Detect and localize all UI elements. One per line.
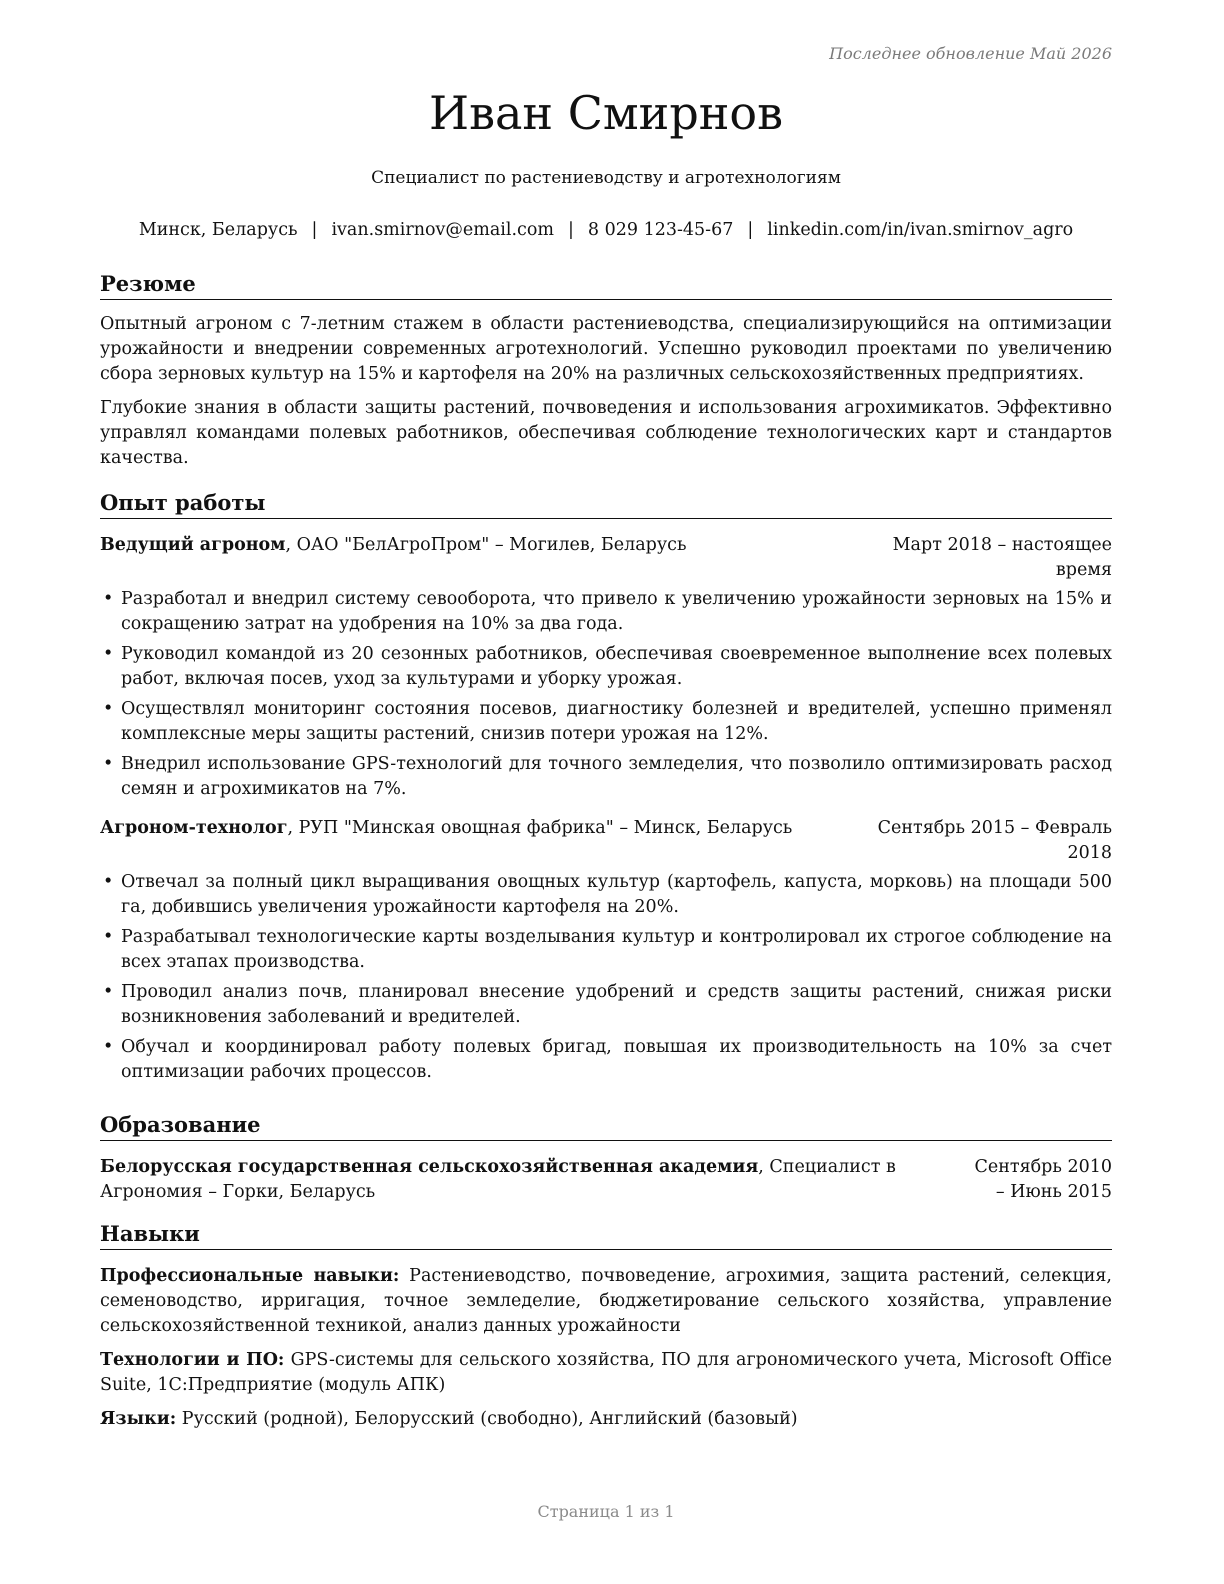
contact-line — [100, 220, 1112, 240]
list-item: • Внедрил использование GPS-технологий для точного земледелия, что позволило оптимизировать расход семян и агрохимикатов на 7%. — [100, 752, 1112, 802]
list-item: • Проводил анализ почв, планировал внесение удобрений и средств защиты растений, снижая риски возникновения заболеваний и вредителей. — [100, 980, 1112, 1030]
experience-section — [100, 489, 1112, 1090]
candidate-name: Иван Смирнов — [428, 86, 784, 140]
summary-paragraph: Опытный агроном с 7-летним стажем в области растениеводства, специализирующийся на оптимизации урожайности и внедрении современных агротехнологий. Успешно руководил проектами по увеличению сбора зерновых культур на 15% и картофеля на 20% на различных сельскохозяйственных предприятиях. — [100, 314, 1112, 384]
skill-item — [100, 1407, 1112, 1432]
summary-section — [100, 270, 1112, 480]
job-header — [100, 533, 1112, 583]
list-item: • Обучал и координировал работу полевых бригад, повышая их производительность на 10% за счет оптимизации рабочих процессов. — [100, 1035, 1112, 1085]
contact-email[interactable]: ivan.smirnov@email.com — [331, 220, 554, 240]
job-title-line — [100, 816, 872, 866]
section-heading: Опыт работы — [100, 489, 1112, 519]
job-entry — [100, 533, 1112, 802]
section-heading: Навыки — [100, 1220, 1112, 1250]
skill-item — [100, 1348, 1112, 1398]
education-entry — [100, 1155, 1112, 1205]
job-title-line — [100, 533, 872, 583]
section-heading: Образование — [100, 1111, 1112, 1141]
job-organization: , РУП "Минская овощная фабрика" – Минск, Беларусь — [287, 818, 793, 838]
contact-separator: | — [568, 220, 574, 240]
contact-separator: | — [311, 220, 318, 240]
skill-item — [100, 1264, 1112, 1339]
skill-text: GPS-системы для сельского хозяйства, ПО для агрономического учета, Microsoft Office Suite, 1С:Предприятие (модуль АПК) — [100, 1350, 1112, 1395]
skill-text: Растениеводство, почвоведение, агрохимия, защита растений, селекция, семеноводство, ирригация, точное земледелие, бюджетирование сельского хозяйства, управление сельскохозяйственной техникой, анализ данных урожайности — [100, 1266, 1112, 1336]
job-header — [100, 816, 1112, 866]
resume-page — [100, 0, 1112, 1584]
job-bullets — [100, 587, 1112, 802]
skill-text: Русский (родной), Белорусский (свободно), Английский (базовый) — [176, 1409, 798, 1429]
job-role: Ведущий агроном — [100, 535, 286, 555]
skill-label: Языки: — [100, 1409, 177, 1429]
education-section — [100, 1111, 1112, 1209]
job-role: Агроном-технолог — [100, 818, 288, 838]
education-school: Белорусская государственная сельскохозяйственная академия — [100, 1157, 759, 1177]
contact-phone: 8 029 123-45-67 — [587, 220, 734, 240]
list-item: • Осуществлял мониторинг состояния посевов, диагностику болезней и вредителей, успешно применял комплексные меры защиты растений, снизив потери урожая на 12%. — [100, 697, 1112, 747]
skill-label: Технологии и ПО: — [100, 1350, 285, 1370]
education-details: , Специалист в Агрономия – Горки, Беларусь — [100, 1157, 896, 1202]
education-dates: Сентябрь 2010 – Июнь 2015 — [974, 1157, 1112, 1202]
job-bullets — [100, 870, 1112, 1085]
skills-section — [100, 1220, 1112, 1441]
summary-paragraph: Глубокие знания в области защиты растений, почвоведения и использования агрохимикатов. Эффективно управлял командами полевых работников, обеспечивая соблюдение технологических карт и стандартов качества. — [100, 398, 1112, 468]
section-heading: Резюме — [100, 270, 1112, 300]
job-entry — [100, 816, 1112, 1085]
contact-location: Минск, Беларусь — [138, 220, 298, 240]
skill-label: Профессиональные навыки: — [100, 1266, 400, 1286]
list-item: • Разработал и внедрил систему севооборота, что привело к увеличению урожайности зерновых на 15% и сокращению затрат на удобрения на 10% за два года. — [100, 587, 1112, 637]
last-updated: Последнее обновление Май 2026 — [829, 44, 1112, 63]
list-item: • Отвечал за полный цикл выращивания овощных культур (картофель, капуста, морковь) на площади 500 га, добившись увеличения урожайности картофеля на 20%. — [100, 870, 1112, 920]
contact-separator: | — [747, 220, 754, 240]
contact-linkedin[interactable]: linkedin.com/in/ivan.smirnov_agro — [767, 220, 1074, 240]
job-dates: Сентябрь 2015 – Февраль 2018 — [877, 818, 1112, 863]
candidate-title: Специалист по растениеводству и агротехнологиям — [371, 168, 841, 188]
list-item: • Разрабатывал технологические карты возделывания культур и контролировал их строгое соблюдение на всех этапах производства. — [100, 925, 1112, 975]
education-title-line — [100, 1155, 962, 1205]
job-organization: , ОАО "БелАгроПром" – Могилев, Беларусь — [285, 535, 687, 555]
list-item: • Руководил командой из 20 сезонных работников, обеспечивая своевременное выполнение всех полевых работ, включая посев, уход за культурами и уборку урожая. — [100, 642, 1112, 692]
page-number: Страница 1 из 1 — [537, 1502, 675, 1521]
job-dates: Март 2018 – настоящее время — [892, 535, 1112, 580]
